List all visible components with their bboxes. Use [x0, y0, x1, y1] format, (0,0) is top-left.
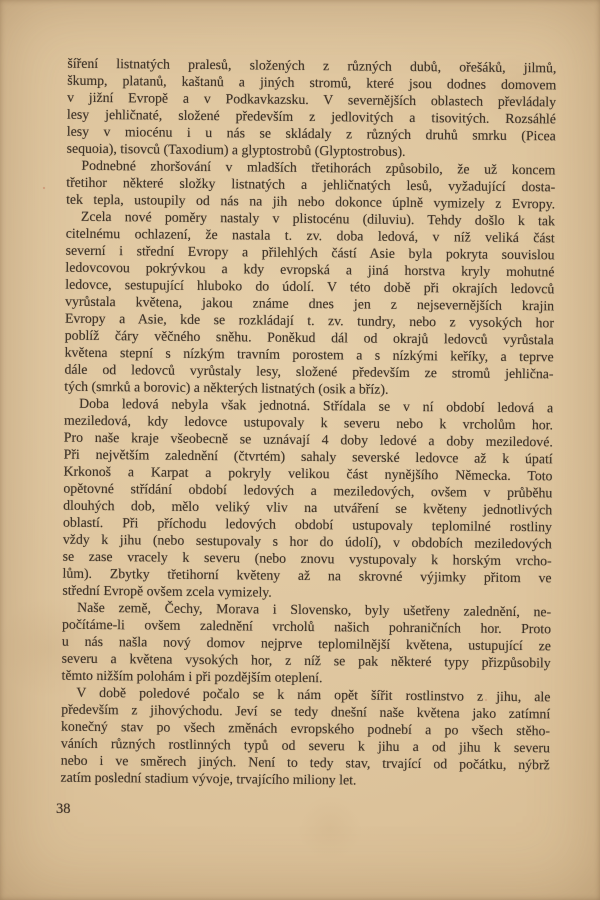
- text-line: tých (smrků a borovic) a některých listnatých (osik a bříz).: [64, 378, 389, 397]
- paragraph-5: [61, 599, 551, 689]
- text-line: váních různých rostlinných typů od severu k jihu a od jihu k severu: [60, 735, 550, 756]
- text-line: počítáme-li ovšem zalednění vrcholů našich pohraničních hor. Proto: [61, 616, 552, 637]
- text-line: zatím poslední stadium vývoje, trvajícího miliony let.: [60, 769, 357, 788]
- paragraph-2: [66, 157, 555, 213]
- text-line: střední Evropě ovšem zcela vymizely.: [62, 582, 272, 600]
- text-line: nebo i ve směrech jiných. Není to tedy stav, trvající od počátku, nýbrž: [60, 752, 550, 773]
- text-line: v jižní Evropě a v Podkavkazsku. V severnějších oblastech převládaly: [67, 89, 557, 110]
- text-line: především z jihovýchodu. Jeví se tedy dnešní naše květena jako zatímní: [61, 701, 551, 722]
- text-line: severu a květena vysokých hor, z níž se pak některé typy přizpůsobily: [61, 650, 551, 671]
- text-line: opětovné střídání období ledových a meziledových, ovšem v průběhu: [63, 480, 553, 501]
- text-line: poblíž čáry věčného sněhu. Poněkud dál od okrajů ledovců vyrůstala: [64, 327, 554, 348]
- text-line: Evropy a Asie, kde se rozkládají t. zv. tundry, nebo z vysokých hor: [64, 310, 555, 331]
- text-line: květena stepní s nízkým travním porostem a s nízkými keříky, a teprve: [64, 344, 554, 365]
- text-line: Pro naše kraje všeobecně se uznávají 4 doby ledové a doby meziledové.: [63, 429, 553, 450]
- paragraph-3: [64, 208, 555, 400]
- text-line: severní i střední Evropy a přilehlých částí Asie byla pokryta souvislou: [65, 242, 555, 263]
- text-line: Doba ledová nebyla však jednotná. Střídala se v ní období ledová a: [79, 395, 554, 416]
- page-number: 38: [56, 801, 71, 817]
- text-line: se zase vracely k severu (nebo znovu vystupovaly k horským vrcho-: [62, 548, 552, 569]
- paragraph-4: [62, 395, 553, 604]
- text-line: Zcela nové poměry nastaly v plistocénu (diluviu). Tehdy došlo k tak: [80, 208, 556, 229]
- text-line: oblastí. Při příchodu ledových období ustupovaly teplomilné rostliny: [62, 514, 553, 535]
- paragraph-1: [67, 55, 557, 162]
- text-line: třetihor některé složky listnatých a jehličnatých lesů, vyžadující dosta-: [66, 174, 556, 195]
- text-line: Naše země, Čechy, Morava i Slovensko, byly ušetřeny zalednění, ne-: [77, 599, 552, 620]
- text-line: lesy v miocénu i u nás se skládaly z různých druhů smrku (Picea: [66, 123, 556, 144]
- text-line: Podnebné zhoršování v mladších třetihorách způsobilo, že už koncem: [81, 157, 556, 178]
- text-line: dlouhých dob, mělo veliký vliv na utváření se květeny jednotlivých: [63, 497, 553, 518]
- text-line: ledovce, sestupující hluboko do údolí. V této době při okrajích ledovců: [65, 276, 555, 297]
- text-line: lesy jehličnaté, složené především z jedlovitých a tisovitých. Rozsáhlé: [66, 106, 556, 127]
- text-line: škump, platanů, kaštanů a jiných stromů, které jsou dodnes domovem: [67, 72, 557, 93]
- text-line: ledovcovou pokrývkou a kdy evropská a jiná horstva kryly mohutné: [65, 259, 555, 280]
- text-line: lům). Zbytky třetihorní květeny až na skrovné výjimky přitom ve: [62, 565, 552, 586]
- paragraph-6: [61, 684, 551, 791]
- text-line: vždy k jihu (nebo sestupovaly s hor do údolí), v obdobích meziledových: [62, 531, 552, 552]
- text-line: šíření listnatých pralesů, složených z různých dubů, ořešáků, jilmů,: [67, 55, 557, 76]
- text-line: dále od ledovců vyrůstaly lesy, složené především ze stromů jehlična-: [64, 361, 554, 382]
- text-line: Krkonoš a Karpat a pokryly velikou část nynějšího Německa. Toto: [63, 463, 553, 484]
- page-text-block: [61, 55, 557, 791]
- text-line: tek tepla, ustoupily od nás na jih nebo dokonce úplně vymizely z Evropy.: [66, 191, 556, 212]
- text-line: sequoia), tisovců (Taxodium) a glyptostrobů (Glyptostrobus).: [66, 140, 406, 159]
- text-line: u nás našla nový domov nejprve teplomilnější květena, ustupující ze: [61, 633, 551, 654]
- text-line: Při největším zalednění (čtvrtém) sahaly severské ledovce až k úpatí: [63, 446, 553, 467]
- text-line: těmto nižším polohám i při pozdějším oteplení.: [61, 667, 323, 686]
- text-line: vyrůstala květena, jakou známe dnes jen z nejsevernějších krajin: [65, 293, 555, 314]
- text-line: citelnému ochlazení, že nastala t. zv. doba ledová, v níž veliká část: [65, 225, 555, 246]
- text-line: konečný stav po všech změnách evropského podnebí a po všech stěho-: [61, 718, 551, 739]
- text-line: V době poledové počalo se k nám opět šířit rostlinstvo z jihu, ale: [76, 684, 551, 705]
- text-line: meziledová, kdy ledovce ustupovaly k severu nebo k vrcholům hor.: [63, 412, 554, 433]
